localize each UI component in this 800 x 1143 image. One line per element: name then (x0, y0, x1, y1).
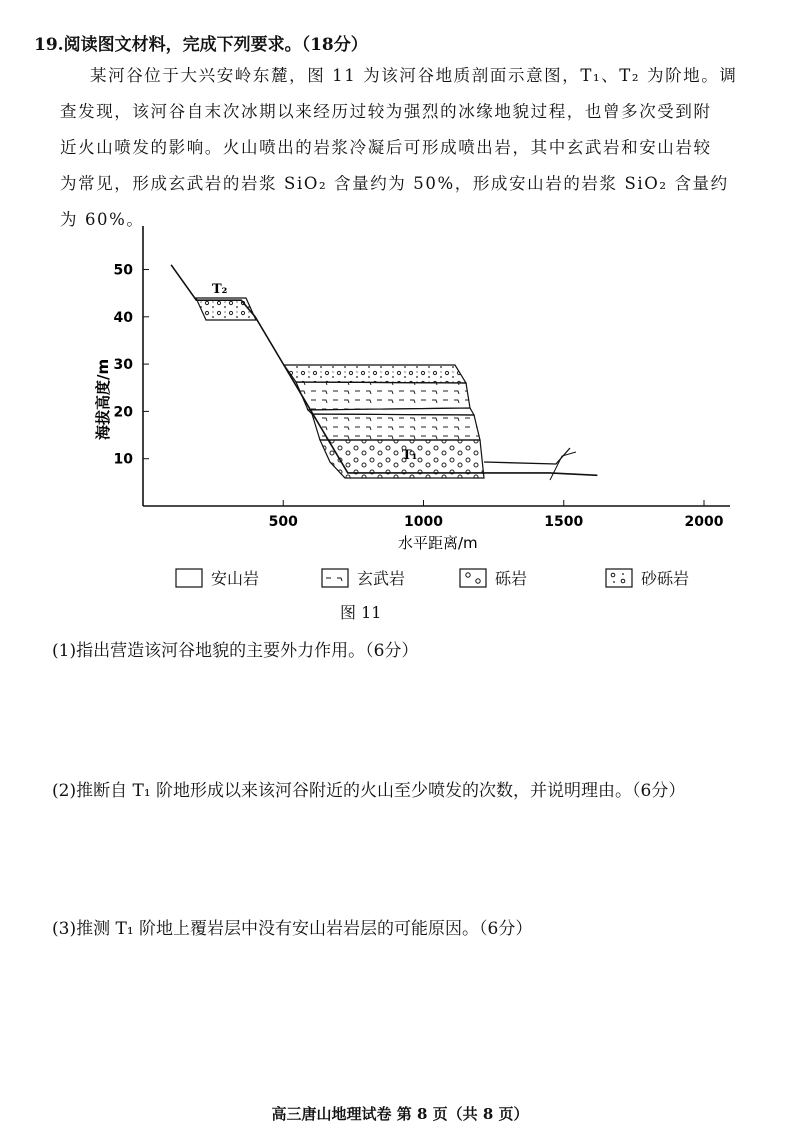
material-line: 近火山喷发的影响。火山喷出的岩浆冷凝后可形成喷出岩，其中玄武岩和安山岩较 (60, 138, 712, 157)
material-line: 为常见，形成玄武岩的岩浆 SiO₂ 含量约为 50%，形成安山岩的岩浆 SiO₂ 含量约 (60, 174, 729, 193)
x-tick-label: 2000 (684, 514, 724, 530)
x-tick-label: 500 (268, 514, 298, 530)
figure-legend (175, 566, 735, 592)
y-axis-label: 海拔高度/m (94, 358, 112, 440)
basalt-layer-upper (296, 382, 470, 410)
sub-question-3: (3)推测 T₁ 阶地上覆岩层中没有安山岩岩层的可能原因。（6分） (52, 919, 533, 939)
y-tick-label: 20 (113, 404, 133, 421)
sub-question-2: (2)推断自 T₁ 阶地形成以来该河谷附近的火山至少喷发的次数，并说明理由。（6分） (52, 781, 686, 801)
t1-label: T₁ (402, 448, 418, 463)
riverbank-line (550, 452, 576, 480)
legend-item-basalt (321, 566, 405, 589)
figure-caption: 图 11 (340, 603, 382, 622)
gravel-swatch (459, 568, 487, 588)
question-title: 19.阅读图文材料，完成下列要求。（18分） (34, 35, 368, 55)
y-tick-label: 10 (113, 451, 133, 468)
y-tick-label: 30 (113, 357, 133, 374)
sub-question-1: (1)指出营造该河谷地貌的主要外力作用。（6分） (52, 641, 419, 661)
legend-item-gravel (459, 566, 527, 589)
material-line: 为 60%。 (60, 210, 145, 229)
legend-label: 安山岩 (211, 569, 260, 588)
x-tick-label: 1000 (404, 514, 443, 530)
legend-item-sandy-gravel (605, 566, 689, 589)
y-tick-label: 50 (113, 262, 133, 279)
legend-label: 砾岩 (495, 569, 528, 588)
basalt-layer-lower (312, 414, 480, 440)
material-line: 某河谷位于大兴安岭东麓，图 11 为该河谷地质剖面示意图，T₁、T₂ 为阶地。调 (90, 66, 738, 85)
y-tick-label: 40 (113, 309, 133, 326)
x-tick-label: 1500 (544, 514, 584, 530)
t2-label: T₂ (212, 282, 228, 297)
riverbank-line (484, 448, 570, 464)
legend-label: 玄武岩 (357, 569, 406, 588)
x-axis-label: 水平距离/m (398, 534, 478, 552)
andesite-swatch (175, 568, 203, 588)
sandy-gravel-layer (284, 365, 466, 383)
page-footer: 高三唐山地理试卷 第 8 页（共 8 页） (271, 1105, 529, 1123)
legend-label: 砂砾岩 (641, 569, 690, 588)
material-line: 查发现，该河谷自末次冰期以来经历过较为强烈的冰缘地貌过程，也曾多次受到附 (60, 102, 712, 121)
legend-item-andesite (175, 566, 259, 589)
basalt-swatch (321, 568, 349, 588)
t2-terrace-deposit (196, 298, 256, 320)
sandy-gravel-swatch (605, 568, 633, 588)
